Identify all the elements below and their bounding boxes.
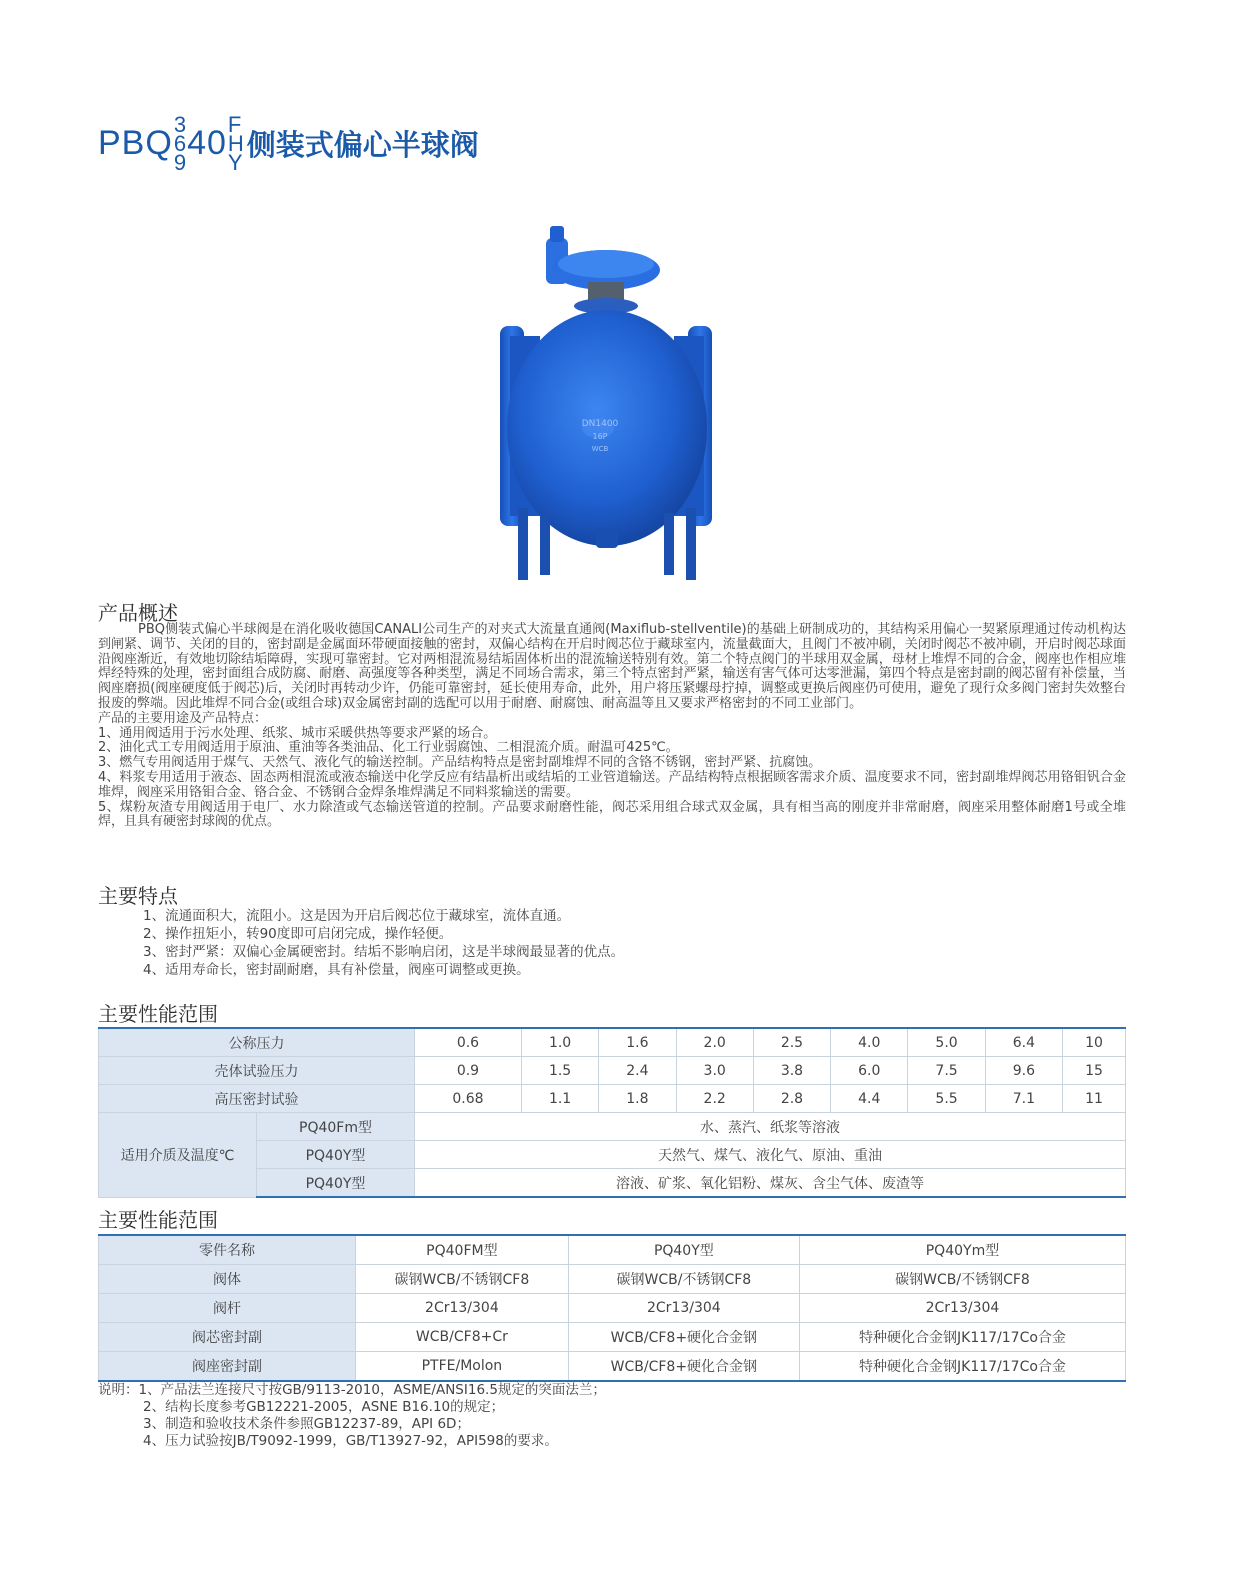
table-cell: 1.6 <box>599 1028 676 1057</box>
table-cell: 7.5 <box>908 1057 985 1085</box>
note-line: 4、压力试验按JB/T9092-1999，GB/T13927-92，API598的要求。 <box>143 1433 558 1449</box>
overview-paragraph: 5、煤粉灰渣专用阀适用于电厂、水力除渣或气态输送管道的控制。产品要求耐磨性能，阀芯采用组合球式双金属，具有相当高的刚度并非常耐磨，阀座采用整体耐磨1号或全堆焊，且具有硬密封球阀的优点。 <box>98 799 1126 830</box>
table-row <box>99 1028 1126 1057</box>
table-cell: 1.8 <box>599 1085 676 1113</box>
valve-product-image <box>488 218 746 588</box>
table-row <box>99 1323 1126 1352</box>
column-header: PQ40Ym型 <box>799 1235 1125 1265</box>
title-material-stack <box>227 111 244 175</box>
overview-paragraph: 3、燃气专用阀适用于煤气、天然气、液化气的输送控制。产品结构特点是密封副堆焊不同的含铬不锈钢，密封严紧、抗腐蚀。 <box>98 755 822 771</box>
column-header: PQ40FM型 <box>356 1235 569 1265</box>
table-cell: 特种硬化合金钢JK117/17Co合金 <box>799 1352 1125 1382</box>
table-cell: 2.8 <box>753 1085 830 1113</box>
table-cell: PTFE/Molon <box>356 1352 569 1382</box>
feature-item: 3、密封严紧：双偏心金属硬密封。结垢不影响启闭，这是半球阀最显著的优点。 <box>143 944 625 960</box>
row-label: 阀体 <box>99 1265 356 1294</box>
overview-body <box>98 623 1126 830</box>
table-cell: 11 <box>1063 1085 1126 1113</box>
table-cell: 2Cr13/304 <box>356 1294 569 1323</box>
table-cell: 5.5 <box>908 1085 985 1113</box>
note-line: 2、结构长度参考GB12221-2005，ASNE B16.10的规定； <box>143 1399 505 1415</box>
table-cell: 2.0 <box>676 1028 753 1057</box>
table-cell: 2.4 <box>599 1057 676 1085</box>
table-cell: 2.2 <box>676 1085 753 1113</box>
table-cell: 6.0 <box>831 1057 908 1085</box>
table-cell: WCB/CF8+硬化合金钢 <box>568 1323 799 1352</box>
table-cell: 4.0 <box>831 1028 908 1057</box>
table-row <box>99 1085 1126 1113</box>
valve-label-dn: DN1400 <box>581 419 619 429</box>
table-cell: 10 <box>1063 1028 1126 1057</box>
title-stack-item: Y <box>227 149 243 175</box>
media-desc: 溶液、矿浆、氧化铝粉、煤灰、含尘气体、废渣等 <box>415 1169 1126 1198</box>
table-cell: WCB/CF8+Cr <box>356 1323 569 1352</box>
media-desc: 天然气、煤气、液化气、原油、重油 <box>415 1141 1126 1169</box>
feature-item: 2、操作扭矩小，转90度即可启闭完成，操作轻便。 <box>143 926 453 942</box>
table-cell: 0.68 <box>415 1085 522 1113</box>
media-model: PQ40Y型 <box>257 1169 415 1198</box>
table-cell: 0.6 <box>415 1028 522 1057</box>
title-mid: 40 <box>187 123 227 162</box>
title-stack-item: H <box>227 130 244 156</box>
overview-paragraph: 1、通用阀适用于污水处理、纸浆、城市采暖供热等要求严紧的场合。 <box>98 725 497 741</box>
feature-item: 1、流通面积大，流阻小。这是因为开启后阀芯位于藏球室，流体直通。 <box>143 908 571 924</box>
note-line: 说明：1、产品法兰连接尺寸按GB/9113-2010，ASME/ANSI16.5规定的突面法兰； <box>98 1382 606 1398</box>
table-cell: 6.4 <box>985 1028 1062 1057</box>
table-cell: 2Cr13/304 <box>568 1294 799 1323</box>
page-title <box>98 108 479 178</box>
note-line: 3、制造和验收技术条件参照GB12237-89，API 6D； <box>143 1416 470 1432</box>
table-row <box>99 1352 1126 1382</box>
overview-paragraph: 产品的主要用途及产品特点： <box>98 710 268 726</box>
column-header: PQ40Y型 <box>568 1235 799 1265</box>
title-stack-item: 3 <box>173 111 187 137</box>
table-cell: 15 <box>1063 1057 1126 1085</box>
overview-heading: 产品概述 <box>98 601 178 625</box>
row-label: 阀座密封副 <box>99 1352 356 1382</box>
media-model: PQ40Fm型 <box>257 1113 415 1141</box>
table-row <box>99 1294 1126 1323</box>
row-label: 阀杆 <box>99 1294 356 1323</box>
features-heading: 主要特点 <box>98 884 178 908</box>
table-cell: 碳钢WCB/不锈钢CF8 <box>568 1265 799 1294</box>
media-label: 适用介质及温度℃ <box>99 1113 257 1198</box>
title-pressure-stack <box>173 111 187 175</box>
table-row <box>99 1057 1126 1085</box>
table-cell: WCB/CF8+硬化合金钢 <box>568 1352 799 1382</box>
table-cell: 0.9 <box>415 1057 522 1085</box>
row-label: 公称压力 <box>99 1028 415 1057</box>
row-label: 壳体试验压力 <box>99 1057 415 1085</box>
title-stack-item: 9 <box>173 149 187 175</box>
column-header: 零件名称 <box>99 1235 356 1265</box>
table-row <box>99 1265 1126 1294</box>
table-cell: 2Cr13/304 <box>799 1294 1125 1323</box>
row-label: 阀芯密封副 <box>99 1323 356 1352</box>
table-cell: 7.1 <box>985 1085 1062 1113</box>
table-header-row <box>99 1235 1126 1265</box>
feature-item: 4、适用寿命长，密封副耐磨，具有补偿量，阀座可调整或更换。 <box>143 962 530 978</box>
table-cell: 5.0 <box>908 1028 985 1057</box>
material-table-heading: 主要性能范围 <box>98 1208 218 1232</box>
notes <box>98 1382 606 1450</box>
title-name: 侧装式偏心半球阀 <box>246 127 479 162</box>
table-cell: 1.5 <box>521 1057 598 1085</box>
table-cell: 1.0 <box>521 1028 598 1057</box>
title-prefix: PBQ <box>98 123 173 162</box>
table-cell: 4.4 <box>831 1085 908 1113</box>
title-stack-item: 6 <box>173 130 187 156</box>
table-cell: 2.5 <box>753 1028 830 1057</box>
title-stack-item: F <box>227 111 242 137</box>
performance-table <box>98 1027 1126 1198</box>
media-desc: 水、蒸汽、纸浆等溶液 <box>415 1113 1126 1141</box>
media-model: PQ40Y型 <box>257 1141 415 1169</box>
material-table <box>98 1234 1126 1382</box>
valve-label-pn: 16P <box>592 432 608 441</box>
table-cell: 碳钢WCB/不锈钢CF8 <box>799 1265 1125 1294</box>
overview-paragraph: 2、油化式工专用阀适用于原油、重油等各类油品、化工行业弱腐蚀、二相混流介质。耐温可425℃。 <box>98 740 679 756</box>
table-cell: 3.8 <box>753 1057 830 1085</box>
table-cell: 1.1 <box>521 1085 598 1113</box>
overview-paragraph: PBQ侧装式偏心半球阀是在消化吸收德国CANALI公司生产的对夹式大流量直通阀(Maxiflub-stellventile)的基础上研制成功的，其结构采用偏心一契紧原理通过传动机构达到闸紧、调节、关闭的目的，密封副是金属面环带硬面接触的密封，双偏心结构在开启时阀芯位于藏球室内，流量截面大，且阀门不被冲刷，关闭时阀芯不被冲刷，开启时阀芯球面沿阀座渐近，有效地切除结垢障碍，实现可靠密封。它对两相混流易结垢固体析出的混流输送特别有效。第二个特点阀门的半球用双金属，母材上堆焊不同的合金，阀座也作相应堆焊经特殊的处理，密封面组合成防腐、耐磨、高强度等各种类型，满足不同场合需求，第三个特点密封严紧，输送有害气体可达零泄漏，第四个特点是密封副的阀芯留有补偿量，当阀座磨损(阀座硬度低于阀芯)后，关闭时再转动少许，仍能可靠密封，延长使用寿命，此外，用户将压紧螺母拧掉，调整或更换后阀座仍可使用，避免了现行众多阀门密封失效整台报废的弊端。因此堆焊不同合金(或组合球)双金属密封副的选配可以用于耐磨、耐腐蚀、耐高温等且又要求严格密封的不同工业部门。 <box>98 622 1126 711</box>
perf-table-heading: 主要性能范围 <box>98 1002 218 1026</box>
features-list <box>143 907 624 979</box>
row-label: 高压密封试验 <box>99 1085 415 1113</box>
overview-paragraph: 4、料浆专用适用于液态、固态两相混流或液态输送中化学反应有结晶析出或结垢的工业管道输送。产品结构特点根据顾客需求介质、温度要求不同，密封副堆焊阀芯用铬钼钒合金堆焊，阀座采用铬钼合金、铬合金、不锈钢合金焊条堆焊满足不同料浆输送的需要。 <box>98 769 1126 800</box>
table-cell: 9.6 <box>985 1057 1062 1085</box>
table-row <box>99 1113 1126 1141</box>
table-cell: 特种硬化合金钢JK117/17Co合金 <box>799 1323 1125 1352</box>
table-cell: 3.0 <box>676 1057 753 1085</box>
table-cell: 碳钢WCB/不锈钢CF8 <box>356 1265 569 1294</box>
valve-label-material: WCB <box>591 445 609 453</box>
